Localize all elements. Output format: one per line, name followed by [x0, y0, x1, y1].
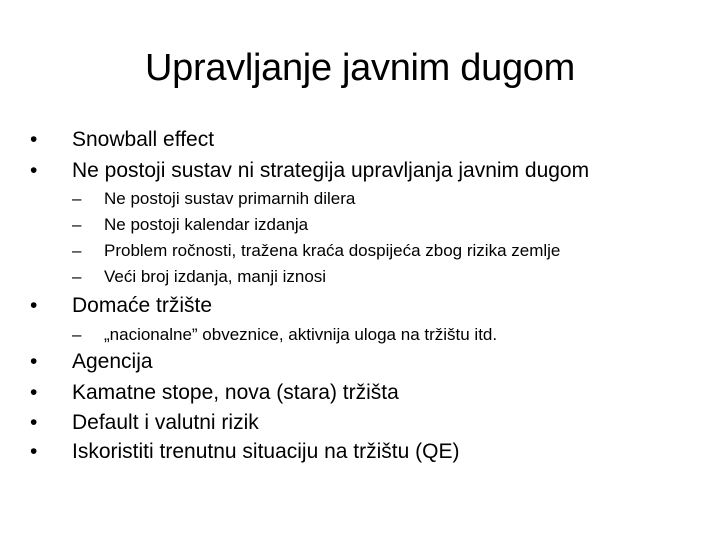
bullet-marker: • — [30, 381, 38, 404]
bullet-marker: • — [30, 411, 38, 434]
bullet-marker: • — [30, 128, 38, 151]
slide-title: Upravljanje javnim dugom — [144, 47, 575, 89]
bullet-text: Domaće tržište — [72, 294, 213, 317]
bullet-text: Kamatne stope, nova (stara) tržišta — [72, 381, 399, 404]
sub-bullet-text: Veći broj izdanja, manji iznosi — [104, 267, 327, 286]
dash-marker: – — [72, 241, 82, 260]
bullet-text: Agencija — [72, 350, 153, 373]
bullet-marker: • — [30, 350, 38, 373]
bullet-text: Iskoristiti trenutnu situaciju na tržištu (QE) — [72, 440, 460, 463]
sub-bullet-text: Ne postoji sustav primarnih dilera — [104, 189, 356, 208]
sub-bullet-text: Problem ročnosti, tražena kraća dospijeća zbog rizika zemlje — [104, 241, 561, 260]
dash-marker: – — [72, 267, 82, 286]
dash-marker: – — [72, 189, 82, 208]
bullet-text: Default i valutni rizik — [72, 411, 259, 434]
bullet-text: Ne postoji sustav ni strategija upravljanja javnim dugom — [72, 159, 590, 182]
bullet-marker: • — [30, 159, 38, 182]
dash-marker: – — [72, 215, 82, 234]
sub-bullet-text: „nacionalne” obveznice, aktivnija uloga na tržištu itd. — [104, 325, 498, 344]
bullet-marker: • — [30, 440, 38, 463]
bullet-text: Snowball effect — [72, 128, 215, 151]
dash-marker: – — [72, 325, 82, 344]
sub-bullet-text: Ne postoji kalendar izdanja — [104, 215, 309, 234]
bullet-marker: • — [30, 294, 38, 317]
